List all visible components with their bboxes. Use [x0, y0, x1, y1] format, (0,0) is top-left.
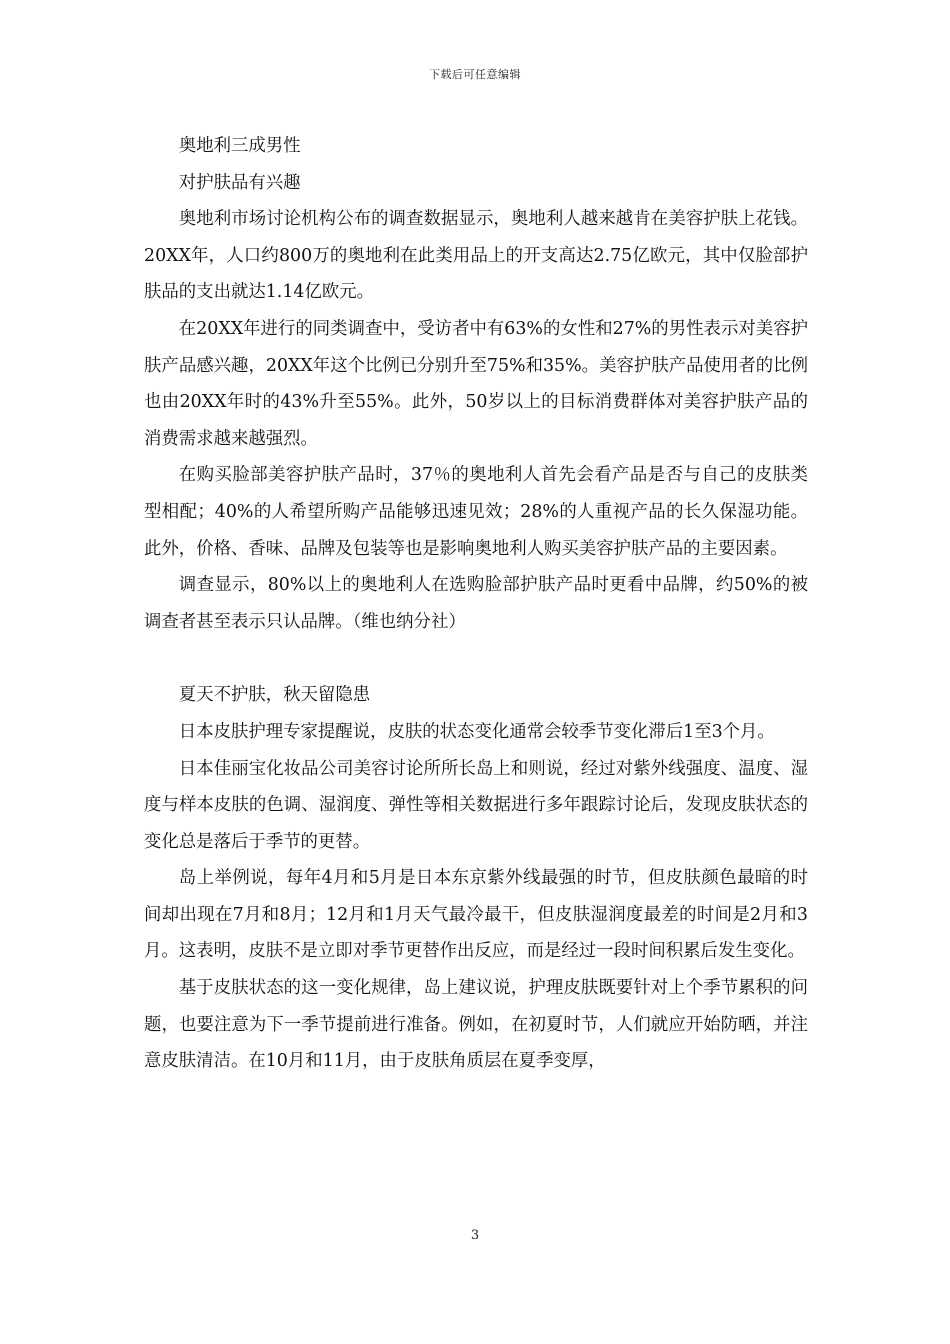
article1-paragraph-4: 调查显示，80%以上的奥地利人在选购脸部护肤产品时更看中品牌，约50%的被调查者甚至表示只认品牌。（维也纳分社）: [144, 575, 808, 632]
page-header: 下载后可任意编辑: [429, 68, 521, 81]
article2-paragraph-1: 日本皮肤护理专家提醒说，皮肤的状态变化通常会较季节变化滞后1至3个月。: [178, 721, 775, 742]
article2-paragraph-4: 基于皮肤状态的这一变化规律，岛上建议说，护理皮肤既要针对上个季节累积的问题，也要注意为下一季节提前进行准备。例如，在初夏时节，人们就应开始防晒，并注意皮肤清洁。在10月和11月，由于皮肤角质层在夏季变厚，: [144, 978, 808, 1072]
document-body: [144, 128, 808, 1080]
article1-paragraph-3: 在购买脸部美容护肤产品时，37％的奥地利人首先会看产品是否与自己的皮肤类型相配；40%的人希望所购产品能够迅速见效；28%的人重视产品的长久保湿功能。此外，价格、香味、品牌及包装等也是影响奥地利人购买美容护肤产品的主要因素。: [144, 465, 808, 559]
article-title-line-2: 对护肤品有兴趣: [178, 172, 301, 193]
article2-paragraph-2: 日本佳丽宝化妆品公司美容讨论所所长岛上和则说，经过对紫外线强度、温度、湿度与样本皮肤的色调、湿润度、弹性等相关数据进行多年跟踪讨论后，发现皮肤状态的变化总是落后于季节的更替。: [144, 758, 808, 852]
article1-paragraph-2: 在20XX年进行的同类调查中，受访者中有63%的女性和27%的男性表示对美容护肤产品感兴趣，20XX年这个比例已分别升至75%和35%。美容护肤产品使用者的比例也由20XX年时的43%升至55%。此外，50岁以上的目标消费群体对美容护肤产品的消费需求越来越强烈。: [144, 318, 808, 449]
article2-title: 夏天不护肤，秋天留隐患: [178, 685, 371, 706]
section-gap: [144, 640, 808, 677]
article-title-line-1: 奥地利三成男性: [178, 136, 301, 156]
page-number: 3: [470, 1228, 480, 1243]
article1-paragraph-1: 奥地利市场讨论机构公布的调查数据显示，奥地利人越来越肯在美容护肤上花钱。20XX年，人口约800万的奥地利在此类用品上的开支高达2.75亿欧元，其中仅脸部护肤品的支出就达1.14亿欧元。: [144, 209, 808, 303]
article2-paragraph-3: 岛上举例说，每年4月和5月是日本东京紫外线最强的时节，但皮肤颜色最暗的时间却出现在7月和8月；12月和1月天气最冷最干，但皮肤湿润度最差的时间是2月和3月。这表明，皮肤不是立即对季节更替作出反应，而是经过一段时间积累后发生变化。: [144, 868, 808, 962]
